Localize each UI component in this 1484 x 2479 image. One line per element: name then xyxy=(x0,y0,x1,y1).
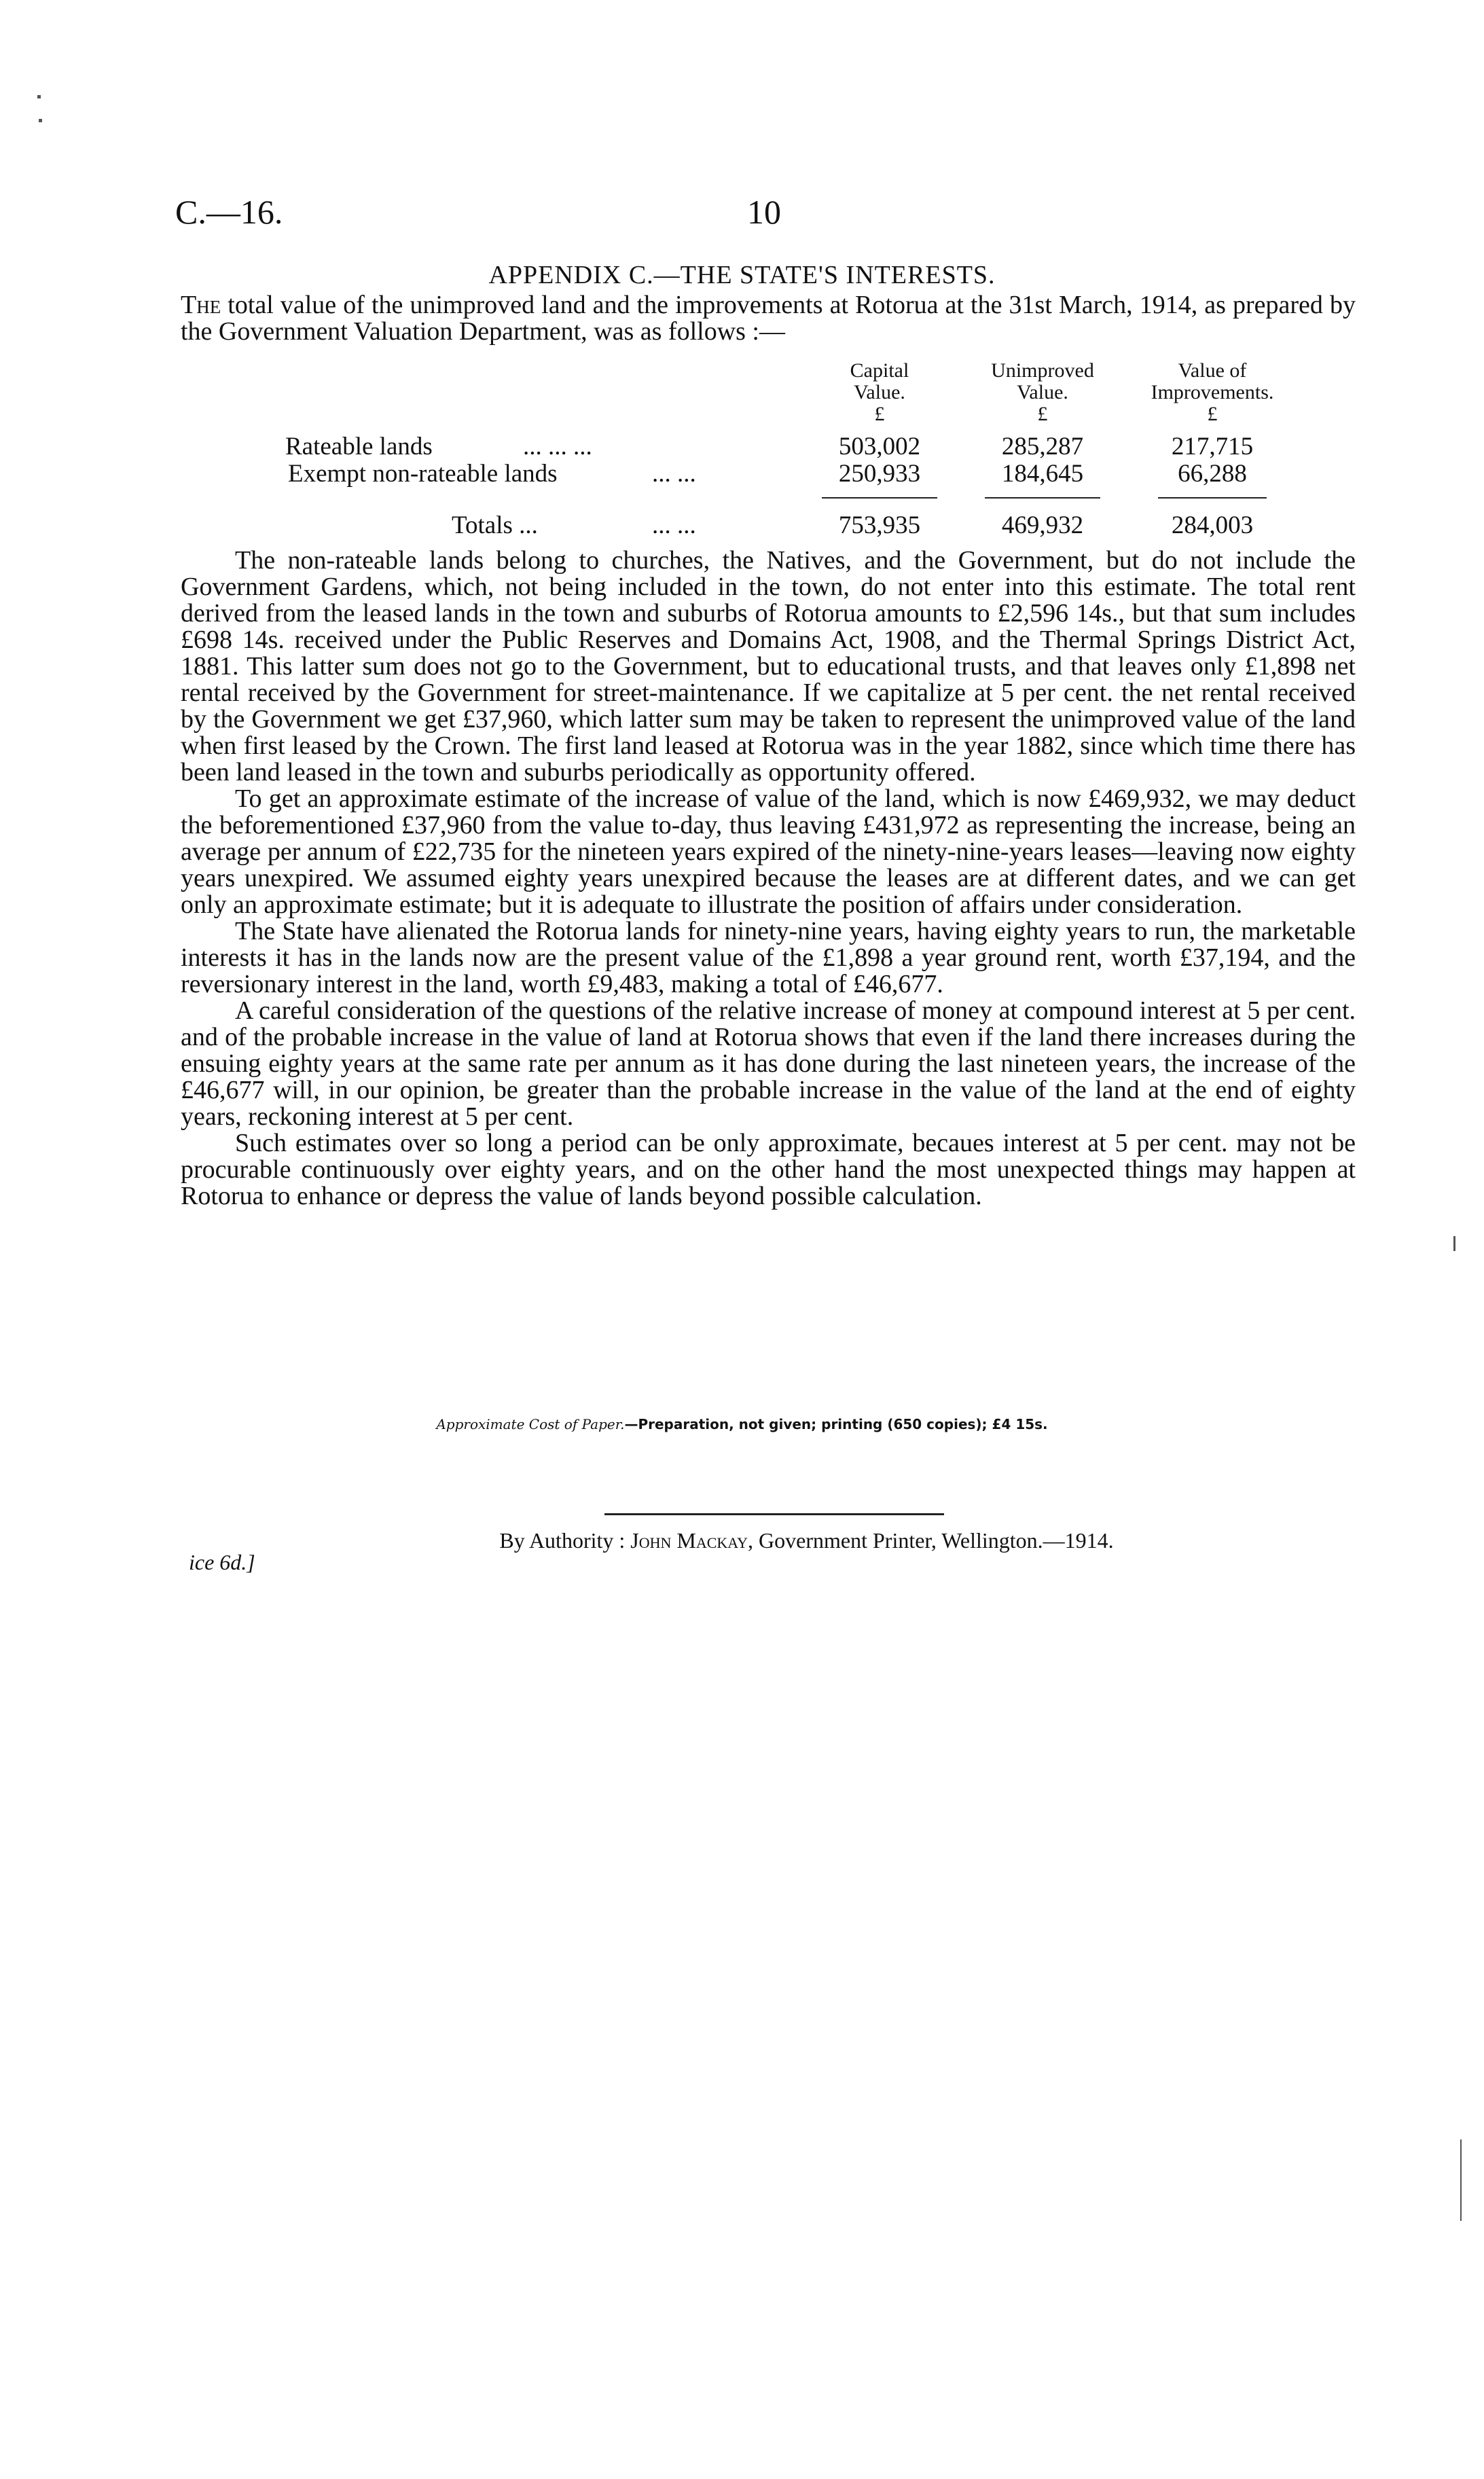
scan-speck xyxy=(1460,2139,1462,2221)
row-label: Rateable lands xyxy=(285,433,433,460)
row-leader: ... ... ... xyxy=(523,433,592,460)
sum-rule xyxy=(1158,497,1267,499)
paragraph: The non-rateable lands belong to churches, the Natives, and the Government, but do not include the Government Gardens, which, not being included in the town, do not enter into this estimate. The total rent derived from the leased lands in the town and suburbs of Rotorua amounts to £2,596 14s., but that sum includes £698 14s. received under the Public Reserves and Domains Act, 1908, and the Thermal Springs District Act, 1881. This latter sum does not go to the Government, but to educational trusts, and that leaves only £1,898 net rental received by the Government for street-maintenance. If we capitalize at 5 per cent. the net rental received by the Government we get £37,960, which latter sum may be taken to represent the unimproved value of the land when first leased by the Crown. The first land leased at Rotorua was in the year 1882, since which time there has been land leased in the town and suburbs periodically as opportunity offered. xyxy=(181,546,1356,786)
cell-improvements: 217,715 xyxy=(1171,433,1254,460)
col-header-unimproved: Unimproved Value. £ xyxy=(991,359,1094,425)
totals-row xyxy=(285,511,1290,538)
row-label: Exempt non-rateable lands xyxy=(288,460,558,488)
scan-speck xyxy=(39,119,42,122)
paragraph: A careful consideration of the questions of the relative increase of money at compound interest at 5 per cent. and of the probable increase in the value of land at Rotorua shows that even if the land there increases during the ensuing eighty years at the same rate per annum as it has done during the last nineteen years, the increase of the £46,677 will, in our opinion, be greater than the probable increase in the value of the land at the end of eighty years, reckoning interest at 5 per cent. xyxy=(181,996,1356,1131)
total-improvements: 284,003 xyxy=(1171,511,1254,539)
row-leader: ... ... xyxy=(652,511,696,539)
cell-capital: 503,002 xyxy=(838,433,921,460)
body-text xyxy=(181,547,1356,1210)
scan-speck xyxy=(1453,1236,1455,1251)
sum-rule xyxy=(822,497,937,499)
table-row xyxy=(285,432,1290,459)
paragraph: To get an approximate estimate of the increase of value of the land, which is now £469,932, we may deduct the beforementioned £37,960 from the value to-day, thus leaving £431,972 as representing the increase, being an average per annum of £22,735 for the nineteen years expired of the ninety-nine-years leases—leaving now eighty years unexpired. We assumed eighty years unexpired because the leases are at different dates, and we can get only an approximate estimate; but it is adequate to illustrate the position of affairs under consideration. xyxy=(181,784,1356,919)
sum-rule xyxy=(985,497,1100,499)
intro-text: total value of the unimproved land and the improvements at Rotorua at the 31st March, 1914, as prepared by the Government Valuation Department, was as follows :— xyxy=(181,291,1356,346)
page-title: APPENDIX C.—THE STATE'S INTERESTS. xyxy=(488,261,996,289)
price-note: ice 6d.] xyxy=(189,1550,255,1574)
cost-label: Approximate Cost of Paper. xyxy=(436,1416,625,1432)
cell-unimproved: 285,287 xyxy=(1001,433,1084,460)
cost-note xyxy=(0,1416,1484,1432)
col-header-capital: Capital Value. £ xyxy=(850,359,909,425)
cost-text: —Preparation, not given; printing (650 copies); £4 15s. xyxy=(624,1416,1048,1432)
total-unimproved: 469,932 xyxy=(1001,511,1084,539)
intro-paragraph xyxy=(181,292,1356,345)
cell-improvements: 66,288 xyxy=(1178,460,1247,488)
authority-rule xyxy=(604,1513,944,1515)
col-header-improvements: Value of Improvements. £ xyxy=(1151,359,1274,425)
cell-unimproved: 184,645 xyxy=(1001,460,1084,488)
scan-speck xyxy=(37,95,41,98)
row-leader: ... ... xyxy=(652,460,696,488)
document-code: C.—16. xyxy=(175,193,283,231)
printer-imprint: By Authority : John Mackay, Government Printer, Wellington.—1914. xyxy=(499,1528,1114,1553)
printer-name: John Mackay xyxy=(630,1528,748,1553)
paragraph: Such estimates over so long a period can be only approximate, becaues interest at 5 per cent. may not be procurable continuously over eighty years, and on the other hand the most unexpected things may happen at Rotorua to enhance or depress the value of lands beyond possible calculation. xyxy=(181,1129,1356,1210)
paragraph: The State have alienated the Rotorua lands for ninety-nine years, having eighty years to run, the marketable interests it has in the lands now are the present value of the £1,898 a year ground rent, worth £37,194, and the reversionary interest in the land, worth £9,483, making a total of £46,677. xyxy=(181,917,1356,998)
totals-label: Totals ... xyxy=(452,511,538,539)
table-row xyxy=(285,459,1290,486)
page-number: 10 xyxy=(747,193,781,231)
intro-lead: The xyxy=(181,291,221,319)
cell-capital: 250,933 xyxy=(838,460,921,488)
total-capital: 753,935 xyxy=(838,511,921,539)
